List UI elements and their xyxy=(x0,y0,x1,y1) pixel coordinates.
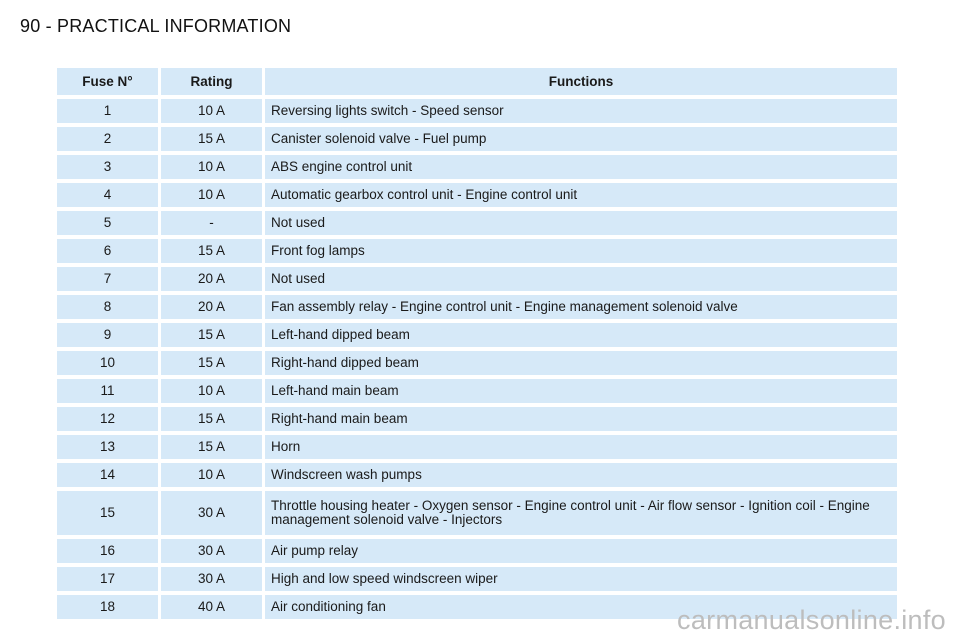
rating-cell: 10 A xyxy=(161,155,262,179)
table-row xyxy=(57,491,897,535)
rating-cell: 10 A xyxy=(161,463,262,487)
rating-cell: 40 A xyxy=(161,595,262,619)
rating-cell: 20 A xyxy=(161,295,262,319)
functions-cell: Fan assembly relay - Engine control unit - Engine management solenoid valve xyxy=(265,295,897,319)
fuse-number-cell: 6 xyxy=(57,239,158,263)
fuse-number-cell: 2 xyxy=(57,127,158,151)
fuse-number-cell: 16 xyxy=(57,539,158,563)
column-header-fuse: Fuse N° xyxy=(57,68,158,95)
table-row xyxy=(57,435,897,459)
functions-cell: Not used xyxy=(265,267,897,291)
fuse-number-cell: 15 xyxy=(57,491,158,535)
fuse-number-cell: 3 xyxy=(57,155,158,179)
table-body xyxy=(57,99,897,619)
table-row xyxy=(57,155,897,179)
functions-cell: ABS engine control unit xyxy=(265,155,897,179)
rating-cell: 15 A xyxy=(161,127,262,151)
fuse-number-cell: 1 xyxy=(57,99,158,123)
functions-cell: Canister solenoid valve - Fuel pump xyxy=(265,127,897,151)
rating-cell: 20 A xyxy=(161,267,262,291)
functions-cell: Right-hand main beam xyxy=(265,407,897,431)
rating-cell: 15 A xyxy=(161,351,262,375)
table-row xyxy=(57,351,897,375)
fuse-number-cell: 11 xyxy=(57,379,158,403)
rating-cell: 15 A xyxy=(161,407,262,431)
functions-cell: Not used xyxy=(265,211,897,235)
rating-cell: 15 A xyxy=(161,323,262,347)
functions-cell: Left-hand dipped beam xyxy=(265,323,897,347)
rating-cell: 15 A xyxy=(161,239,262,263)
functions-cell: Automatic gearbox control unit - Engine control unit xyxy=(265,183,897,207)
table-row xyxy=(57,567,897,591)
rating-cell: 10 A xyxy=(161,379,262,403)
functions-cell: Left-hand main beam xyxy=(265,379,897,403)
functions-cell: High and low speed windscreen wiper xyxy=(265,567,897,591)
fuse-number-cell: 13 xyxy=(57,435,158,459)
fuse-number-cell: 12 xyxy=(57,407,158,431)
table-row xyxy=(57,463,897,487)
functions-cell: Reversing lights switch - Speed sensor xyxy=(265,99,897,123)
table-row xyxy=(57,539,897,563)
fuse-number-cell: 9 xyxy=(57,323,158,347)
watermark: carmanualsonline.info xyxy=(677,605,946,635)
fuse-number-cell: 7 xyxy=(57,267,158,291)
fuse-number-cell: 8 xyxy=(57,295,158,319)
table-header-row xyxy=(57,68,897,95)
table-row xyxy=(57,99,897,123)
fuse-number-cell: 18 xyxy=(57,595,158,619)
rating-cell: 30 A xyxy=(161,567,262,591)
rating-cell: 30 A xyxy=(161,491,262,535)
functions-cell: Horn xyxy=(265,435,897,459)
table-row xyxy=(57,407,897,431)
rating-cell: 10 A xyxy=(161,99,262,123)
table-row xyxy=(57,323,897,347)
fuse-number-cell: 17 xyxy=(57,567,158,591)
rating-cell: 10 A xyxy=(161,183,262,207)
table-row xyxy=(57,379,897,403)
table-row xyxy=(57,239,897,263)
rating-cell: 15 A xyxy=(161,435,262,459)
column-header-rating: Rating xyxy=(161,68,262,95)
table-row xyxy=(57,127,897,151)
fuse-number-cell: 4 xyxy=(57,183,158,207)
table-row xyxy=(57,267,897,291)
functions-cell: Windscreen wash pumps xyxy=(265,463,897,487)
functions-cell: Air pump relay xyxy=(265,539,897,563)
functions-cell: Air conditioning fan xyxy=(265,595,897,619)
rating-cell: - xyxy=(161,211,262,235)
fuse-number-cell: 14 xyxy=(57,463,158,487)
functions-cell: Front fog lamps xyxy=(265,239,897,263)
rating-cell: 30 A xyxy=(161,539,262,563)
fuse-table xyxy=(54,64,900,623)
table-row xyxy=(57,295,897,319)
column-header-functions: Functions xyxy=(265,68,897,95)
fuse-number-cell: 10 xyxy=(57,351,158,375)
table-row xyxy=(57,183,897,207)
fuse-number-cell: 5 xyxy=(57,211,158,235)
table-row xyxy=(57,211,897,235)
functions-cell: Right-hand dipped beam xyxy=(265,351,897,375)
functions-cell: Throttle housing heater - Oxygen sensor - Engine control unit - Air flow sensor - Ignition coil - Engine management solenoid valve - Injectors xyxy=(265,491,897,535)
page-title: 90 - PRACTICAL INFORMATION xyxy=(20,16,292,36)
